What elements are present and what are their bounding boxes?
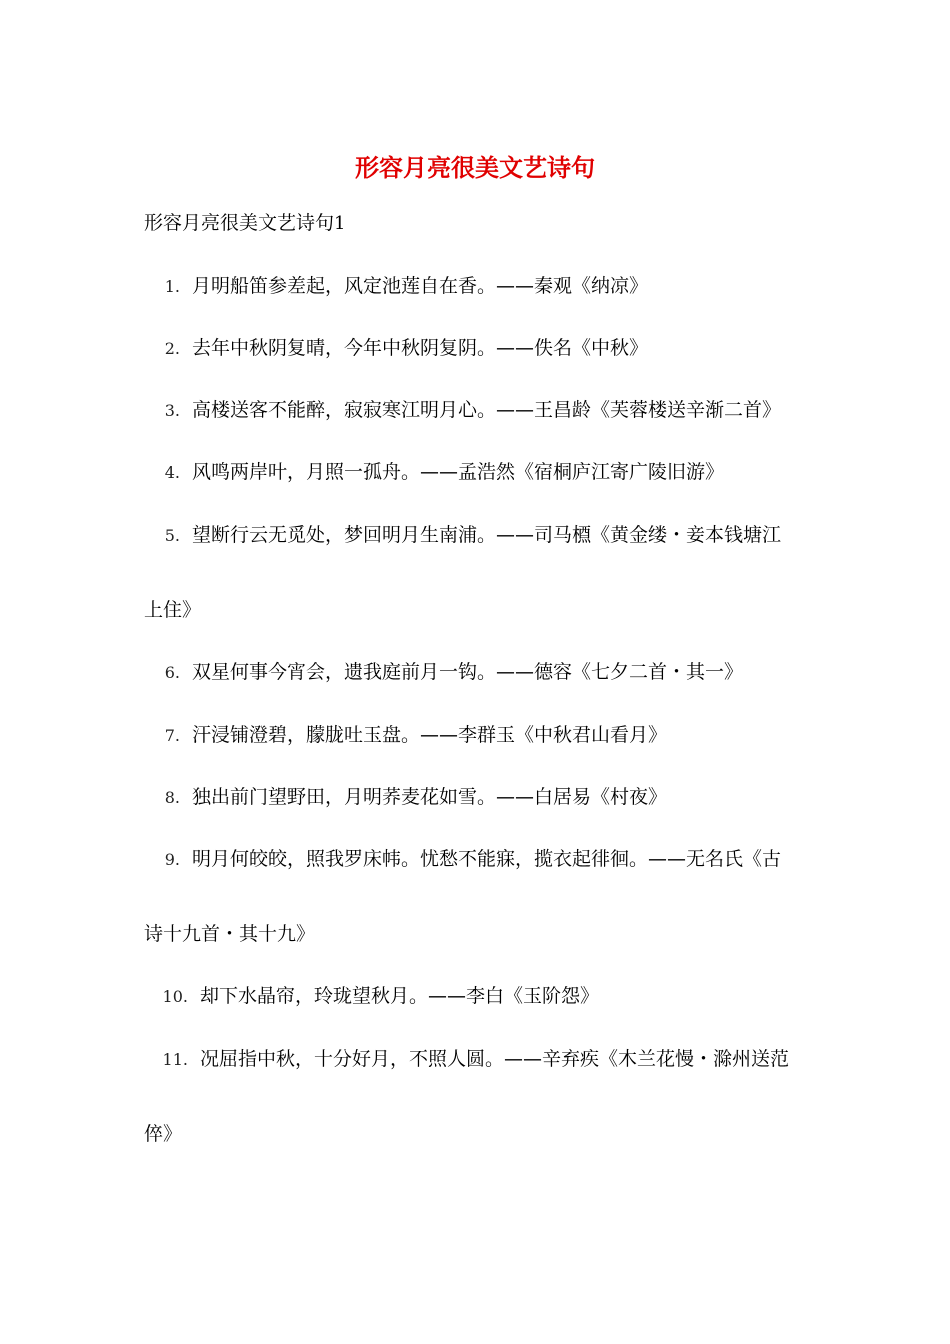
list-item-number: 8. [164, 788, 180, 807]
list-item-text: 高楼送客不能醉，寂寂寒江明月心。——王昌龄《芙蓉楼送辛渐二首》 [192, 399, 782, 421]
list-item-number: 3. [164, 401, 180, 420]
list-item [144, 270, 824, 303]
list-item-continuation: 诗十九首・其十九》 [144, 923, 316, 945]
list-item-continuation: 上住》 [144, 599, 202, 621]
list-item-text: 明月何皎皎，照我罗床帏。忧愁不能寐，揽衣起徘徊。——无名氏《古 [192, 848, 782, 870]
list-item-text: 却下水晶帘，玲珑望秋月。——李白《玉阶怨》 [200, 985, 600, 1007]
list-item-text: 况屈指中秋，十分好月，不照人圆。——辛弃疾《木兰花慢・滁州送范 [200, 1048, 790, 1070]
list-item-text: 去年中秋阴复晴，今年中秋阴复阴。——佚名《中秋》 [192, 337, 649, 359]
list-item-text: 月明船笛参差起，风定池莲自在香。——秦观《纳凉》 [192, 275, 649, 297]
section-heading [144, 207, 345, 240]
list-item [144, 719, 824, 752]
list-item-text: 汗浸铺澄碧，朦胧吐玉盘。——李群玉《中秋君山看月》 [192, 724, 668, 746]
list-item-text: 双星何事今宵会，遗我庭前月一钩。——德容《七夕二首・其一》 [192, 661, 744, 683]
list-item [144, 394, 824, 427]
list-item-text: 望断行云无觅处，梦回明月生南浦。——司马槱《黄金缕・妾本钱塘江 [192, 524, 782, 546]
list-item [144, 656, 824, 689]
list-item-number: 4. [164, 463, 180, 482]
list-item [144, 456, 824, 489]
list-item-continuation: 倅》 [144, 1123, 183, 1145]
list-item [144, 980, 824, 1013]
list-item-number: 7. [164, 726, 180, 745]
list-item-number: 10. [162, 987, 188, 1006]
list-item-number: 6. [164, 663, 180, 682]
list-item [144, 519, 824, 552]
list-item-number: 1. [164, 277, 180, 296]
list-item [144, 781, 824, 814]
document-title: 形容月亮很美文艺诗句 [355, 154, 595, 182]
list-item-number: 11. [162, 1050, 188, 1069]
list-item [144, 843, 824, 876]
list-item [144, 1043, 824, 1076]
list-item-text: 独出前门望野田，月明荞麦花如雪。——白居易《村夜》 [192, 786, 668, 808]
list-item-number: 2. [164, 339, 180, 358]
section-heading-text: 形容月亮很美文艺诗句 [144, 212, 335, 234]
list-item-number: 5. [164, 526, 180, 545]
list-item-number: 9. [164, 850, 180, 869]
list-item [144, 332, 824, 365]
list-item-text: 风鸣两岸叶，月照一孤舟。——孟浩然《宿桐庐江寄广陵旧游》 [192, 461, 725, 483]
section-heading-number: 1 [334, 213, 346, 234]
